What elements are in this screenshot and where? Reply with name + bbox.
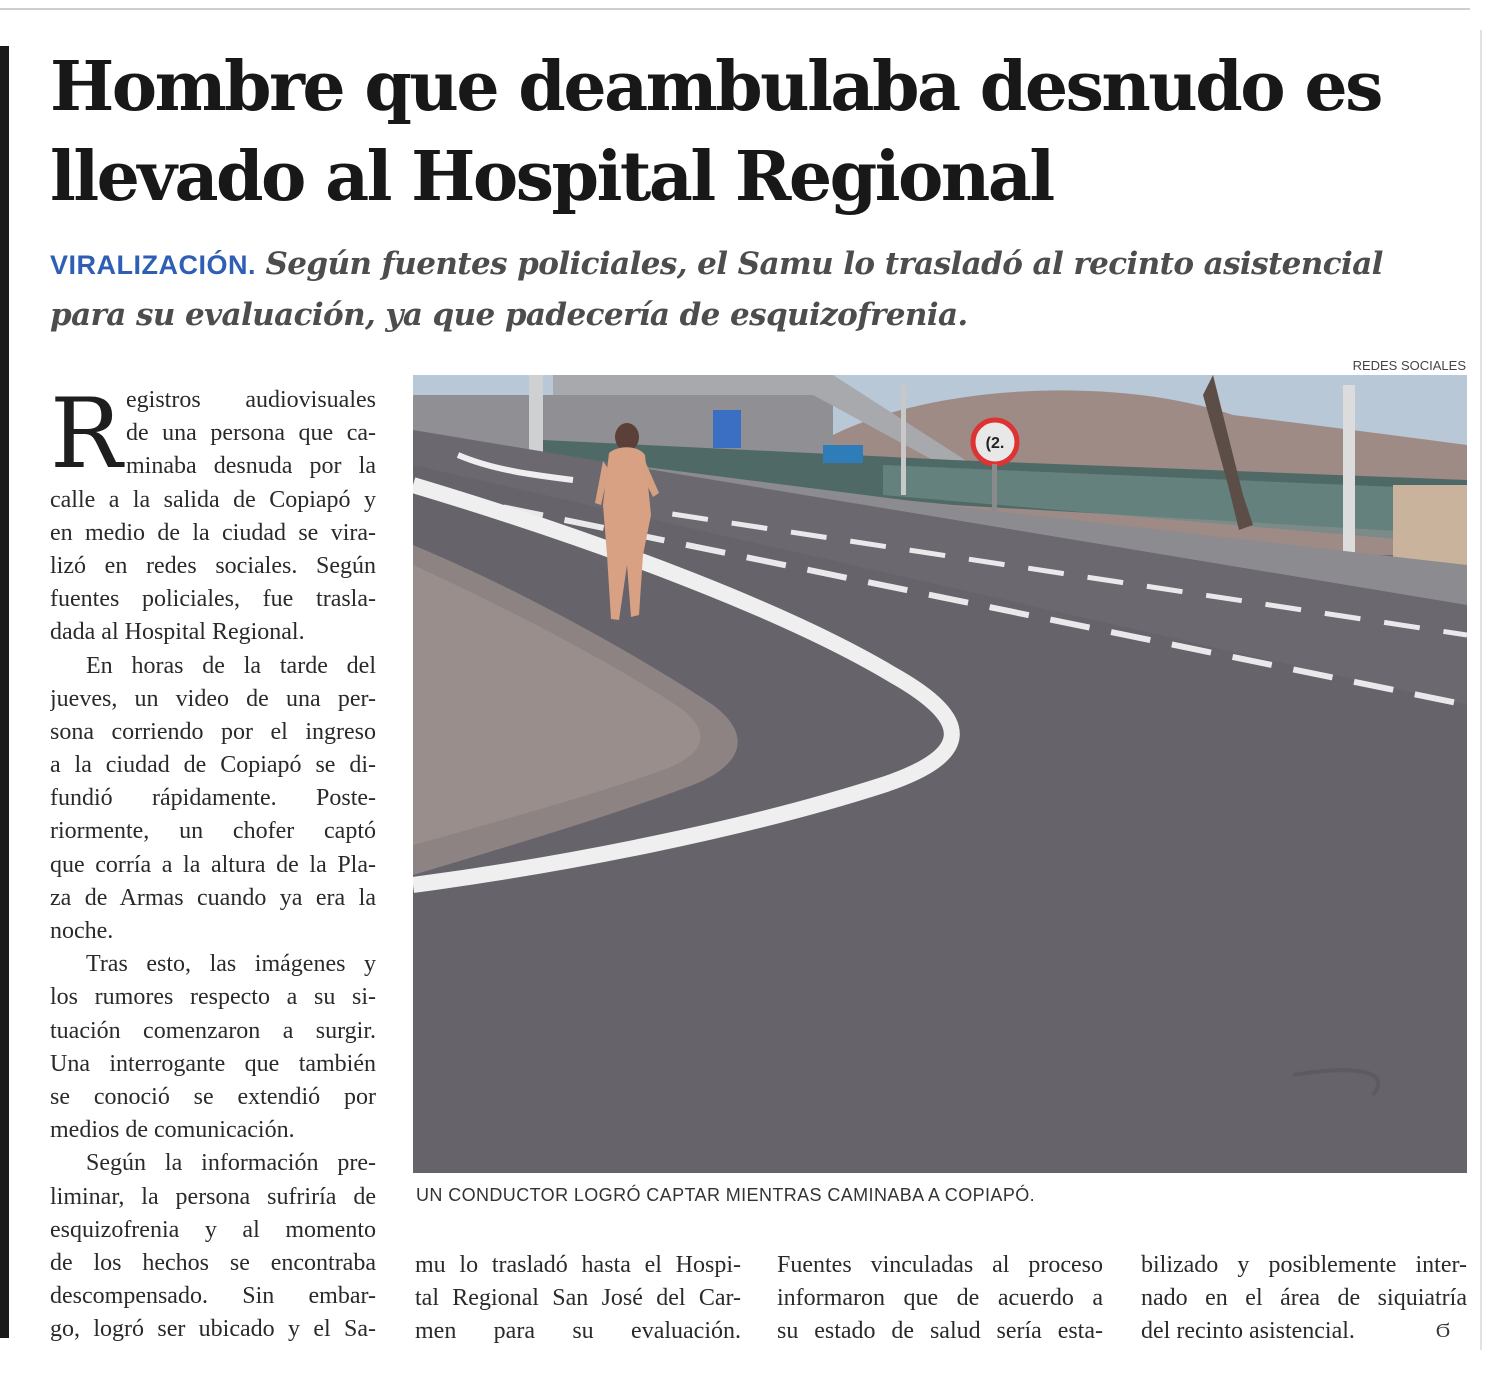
deck-line-1 bbox=[50, 238, 1470, 289]
kicker: VIRALIZACIÓN. bbox=[50, 250, 256, 280]
body-line: Tras esto, las imágenes y bbox=[86, 951, 376, 978]
news-photo bbox=[413, 375, 1467, 1173]
body-column-4 bbox=[1141, 1249, 1467, 1349]
body-line: dada al Hospital Regional. bbox=[50, 619, 305, 646]
body-line: egistros audiovisuales bbox=[126, 387, 376, 413]
body-line: lizó en redes sociales. Según bbox=[50, 552, 376, 579]
body-column-3 bbox=[777, 1249, 1103, 1349]
body-line: a la ciudad de Copiapó se di- bbox=[50, 752, 376, 779]
body-line: tuación comenzaron a surgir. bbox=[50, 1017, 376, 1044]
body-line: fuentes policiales, fue trasla- bbox=[50, 586, 376, 613]
body-line: En horas de la tarde del bbox=[86, 652, 376, 679]
body-line: fundió rápidamente. Poste- bbox=[50, 785, 376, 812]
deck-line-2 bbox=[50, 289, 1470, 339]
deck-text-2: para su evaluación, ya que padecería de esquizofrenia. bbox=[50, 297, 968, 333]
body-line: go, logró ser ubicado y el Sa- bbox=[50, 1316, 376, 1343]
headline bbox=[50, 42, 1470, 222]
top-rule bbox=[0, 8, 1470, 10]
headline-line-1: Hombre que deambulaba desnudo es bbox=[50, 47, 1381, 127]
body-line: men para su evaluación. bbox=[415, 1318, 741, 1345]
body-line: los rumores respecto a su si- bbox=[50, 984, 376, 1011]
body-line: que corría a la altura de la Pla- bbox=[50, 851, 376, 878]
body-line: Fuentes vinculadas al proceso bbox=[777, 1252, 1103, 1278]
body-line: esquizofrenia y al momento bbox=[50, 1216, 376, 1243]
body-line: en medio de la ciudad se vira- bbox=[50, 519, 376, 546]
deck bbox=[50, 238, 1470, 339]
body-line: noche. bbox=[50, 918, 114, 944]
photo-caption: UN CONDUCTOR LOGRÓ CAPTAR MIENTRAS CAMINABA A COPIAPÓ. bbox=[416, 1185, 1036, 1205]
body-column-2 bbox=[415, 1249, 741, 1349]
photo-credit: REDES SOCIALES bbox=[1352, 358, 1466, 373]
road-sign-text: (2. bbox=[985, 435, 1005, 452]
body-line: su estado de salud sería esta- bbox=[777, 1318, 1103, 1345]
body-line: se conoció se extendió por bbox=[50, 1083, 376, 1110]
body-line: za de Armas cuando ya era la bbox=[50, 884, 376, 911]
body-line: sona corriendo por el ingreso bbox=[50, 718, 376, 745]
body-line: medios de comunicación. bbox=[50, 1117, 295, 1144]
body-line: informaron que de acuerdo a bbox=[777, 1285, 1103, 1312]
body-line: jueves, un video de una per- bbox=[50, 685, 376, 712]
page-edge-rule bbox=[1480, 30, 1482, 1350]
body-line: calle a la salida de Copiapó y bbox=[50, 486, 376, 513]
deck-text-1: Según fuentes policiales, el Samu lo trasladó al recinto asistencial bbox=[265, 246, 1383, 282]
body-line: descompensado. Sin embar- bbox=[50, 1283, 376, 1310]
body-line: liminar, la persona sufriría de bbox=[50, 1183, 376, 1210]
body-line: minaba desnuda por la bbox=[126, 453, 376, 480]
body-column-1 bbox=[50, 378, 376, 1346]
drop-cap: R bbox=[50, 378, 123, 490]
body-line: riormente, un chofer captó bbox=[50, 818, 376, 845]
body-line: nado en el área de siquiatría bbox=[1141, 1285, 1467, 1312]
end-mark-icon: Ϭ bbox=[1436, 1318, 1450, 1342]
section-bar bbox=[0, 46, 9, 1338]
body-line: Según la información pre- bbox=[86, 1150, 376, 1177]
body-line: bilizado y posiblemente inter- bbox=[1141, 1252, 1467, 1278]
body-line: de los hechos se encontraba bbox=[50, 1249, 376, 1276]
body-line: mu lo trasladó hasta el Hospi- bbox=[415, 1252, 741, 1278]
body-line: tal Regional San José del Car- bbox=[415, 1285, 741, 1312]
body-line: del recinto asistencial. bbox=[1141, 1318, 1355, 1345]
body-line: Una interrogante que también bbox=[50, 1050, 376, 1077]
headline-line-2: llevado al Hospital Regional bbox=[50, 137, 1053, 217]
body-line: de una persona que ca- bbox=[126, 420, 376, 447]
